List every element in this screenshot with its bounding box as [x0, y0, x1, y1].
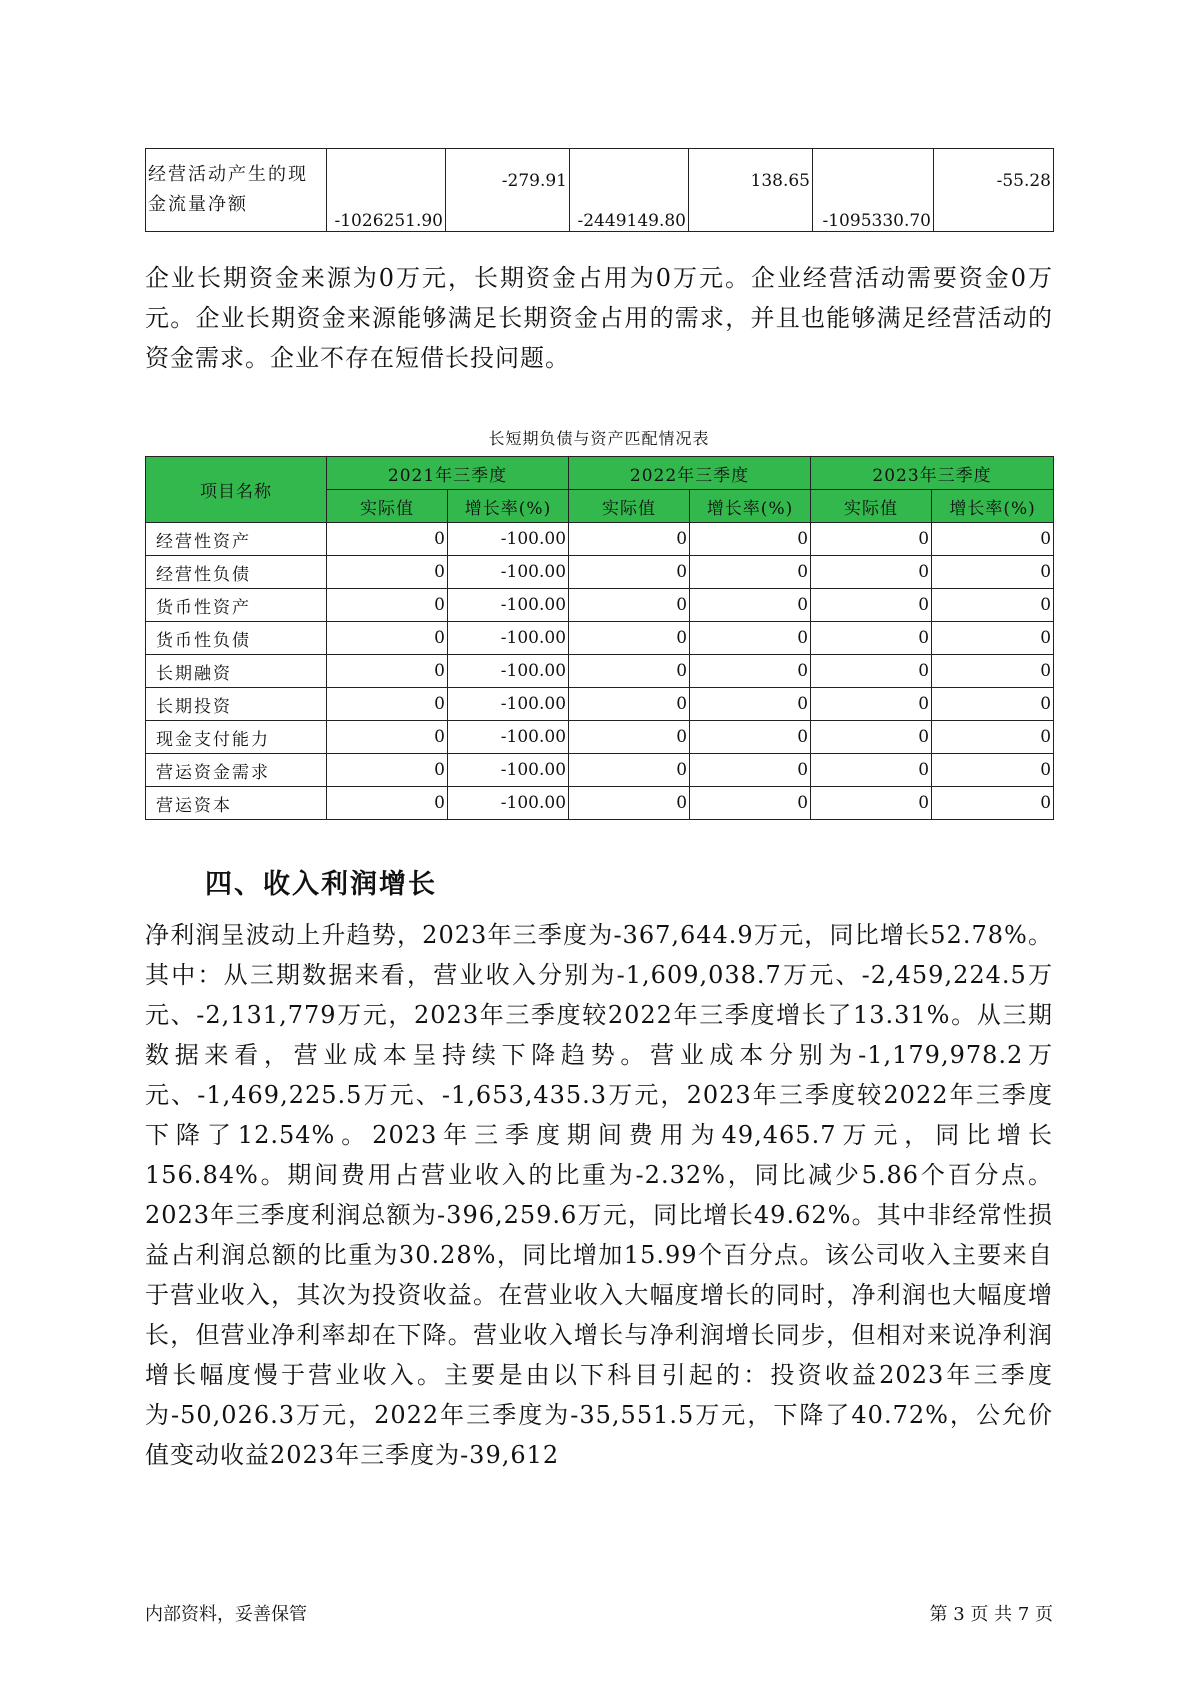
table-cell: -1095330.70 [813, 149, 934, 232]
table-cell: 0 [811, 787, 932, 820]
row-label: 营运资金需求 [146, 754, 327, 787]
table-cell: 0 [690, 589, 811, 622]
table-row [146, 589, 1054, 622]
table-cell: -100.00 [448, 787, 569, 820]
column-header-period: 2023年三季度 [811, 457, 1054, 490]
table-row [146, 688, 1054, 721]
column-header-actual: 实际值 [811, 490, 932, 523]
column-header-growth: 增长率(%) [932, 490, 1054, 523]
table-row [146, 523, 1054, 556]
cashflow-table [145, 148, 1054, 232]
table-row [146, 754, 1054, 787]
table-cell: 0 [932, 622, 1054, 655]
table-cell: 0 [569, 556, 690, 589]
table-cell: 0 [932, 688, 1054, 721]
column-header-actual: 实际值 [327, 490, 448, 523]
column-header-item: 项目名称 [146, 457, 327, 523]
table-cell: 0 [690, 688, 811, 721]
table-row [146, 556, 1054, 589]
table-cell: 0 [569, 622, 690, 655]
table-cell: 0 [811, 556, 932, 589]
table-cell: 0 [569, 688, 690, 721]
section-heading: 四、收入利润增长 [205, 869, 437, 900]
table-cell: -100.00 [448, 688, 569, 721]
table-cell: 0 [327, 589, 448, 622]
table-caption: 长短期负债与资产匹配情况表 [488, 429, 710, 448]
table-cell: -2449149.80 [570, 149, 689, 232]
table-row [146, 149, 1054, 232]
table-cell: -1026251.90 [327, 149, 446, 232]
row-label: 营运资本 [146, 787, 327, 820]
row-label: 经营性负债 [146, 556, 327, 589]
column-header-period: 2022年三季度 [569, 457, 811, 490]
page-number: 第 3 页 共 7 页 [929, 1604, 1053, 1625]
table-cell: -100.00 [448, 589, 569, 622]
column-header-period: 2021年三季度 [327, 457, 569, 490]
table-cell: 0 [932, 589, 1054, 622]
table-cell: 0 [690, 787, 811, 820]
table-cell: 0 [690, 523, 811, 556]
column-header-growth: 增长率(%) [690, 490, 811, 523]
row-label: 经营活动产生的现金流量净额 [146, 149, 327, 232]
table-cell: 0 [569, 721, 690, 754]
table-cell: 0 [327, 622, 448, 655]
table-row [146, 622, 1054, 655]
table-cell: 0 [327, 523, 448, 556]
table-cell: -100.00 [448, 721, 569, 754]
table-header-row [146, 457, 1054, 490]
table-cell: -100.00 [448, 655, 569, 688]
table-cell: 0 [327, 787, 448, 820]
table-cell: 0 [932, 655, 1054, 688]
table-cell: 0 [811, 754, 932, 787]
table-cell: 0 [569, 754, 690, 787]
table-row [146, 721, 1054, 754]
table-cell: -279.91 [446, 149, 570, 232]
row-label: 现金支付能力 [146, 721, 327, 754]
paragraph: 企业长期资金来源为0万元，长期资金占用为0万元。企业经营活动需要资金0万元。企业长期资金来源能够满足长期资金占用的需求，并且也能够满足经营活动的资金需求。企业不存在短借长投问题。 [145, 264, 1053, 372]
table-cell: -100.00 [448, 523, 569, 556]
table-cell: 0 [811, 589, 932, 622]
row-label: 长期融资 [146, 655, 327, 688]
table-cell: 0 [327, 721, 448, 754]
table-cell: 0 [811, 721, 932, 754]
table-cell: 0 [569, 655, 690, 688]
table-cell: 138.65 [689, 149, 813, 232]
table-cell: 0 [690, 556, 811, 589]
column-header-growth: 增长率(%) [448, 490, 569, 523]
row-label: 经营性资产 [146, 523, 327, 556]
table-cell: 0 [932, 754, 1054, 787]
table-cell: -55.28 [934, 149, 1054, 232]
table-cell: 0 [327, 556, 448, 589]
table-cell: -100.00 [448, 754, 569, 787]
table-cell: 0 [932, 556, 1054, 589]
table-cell: 0 [932, 523, 1054, 556]
table-row [146, 655, 1054, 688]
row-label: 货币性负债 [146, 622, 327, 655]
table-cell: 0 [327, 655, 448, 688]
column-header-actual: 实际值 [569, 490, 690, 523]
table-cell: 0 [932, 721, 1054, 754]
table-cell: 0 [690, 655, 811, 688]
table-row [146, 787, 1054, 820]
table-cell: 0 [811, 622, 932, 655]
table-cell: 0 [327, 688, 448, 721]
table-cell: 0 [690, 754, 811, 787]
table-cell: 0 [690, 721, 811, 754]
table-cell: 0 [569, 787, 690, 820]
table-cell: 0 [327, 754, 448, 787]
paragraph: 净利润呈波动上升趋势，2023年三季度为-367,644.9万元，同比增长52.78%。其中：从三期数据来看，营业收入分别为-1,609,038.7万元、-2,459,224.5万元、-2,131,779万元，2023年三季度较2022年三季度增长了13.31%。从三期数据来看，营业成本呈持续下降趋势。营业成本分别为-1,179,978.2万元、-1,469,225.5万元、-1,653,435.3万元，2023年三季度较2022年三季度下降了12.54%。2023年三季度期间费用为49,465.7万元，同比增长156.84%。期间费用占营业收入的比重为-2.32%，同比减少5.86个百分点。2023年三季度利润总额为-396,259.6万元，同比增长49.62%。其中非经常性损益占利润总额的比重为30.28%，同比增加15.99个百分点。该公司收入主要来自于营业收入，其次为投资收益。在营业收入大幅度增长的同时，净利润也大幅度增长，但营业净利率却在下降。营业收入增长与净利润增长同步，但相对来说净利润增长幅度慢于营业收入。主要是由以下科目引起的：投资收益2023年三季度为-50,026.3万元，2022年三季度为-35,551.5万元，下降了40.72%，公允价值变动收益2023年三季度为-39,612 [145, 921, 1053, 1469]
liability-asset-table [145, 456, 1054, 820]
table-cell: 0 [690, 622, 811, 655]
table-cell: 0 [569, 523, 690, 556]
table-cell: -100.00 [448, 622, 569, 655]
table-cell: 0 [811, 688, 932, 721]
table-cell: 0 [569, 589, 690, 622]
table-cell: 0 [811, 655, 932, 688]
table-cell: 0 [932, 787, 1054, 820]
table-cell: -100.00 [448, 556, 569, 589]
table-cell: 0 [811, 523, 932, 556]
row-label: 长期投资 [146, 688, 327, 721]
footer-note: 内部资料，妥善保管 [145, 1604, 307, 1625]
row-label: 货币性资产 [146, 589, 327, 622]
